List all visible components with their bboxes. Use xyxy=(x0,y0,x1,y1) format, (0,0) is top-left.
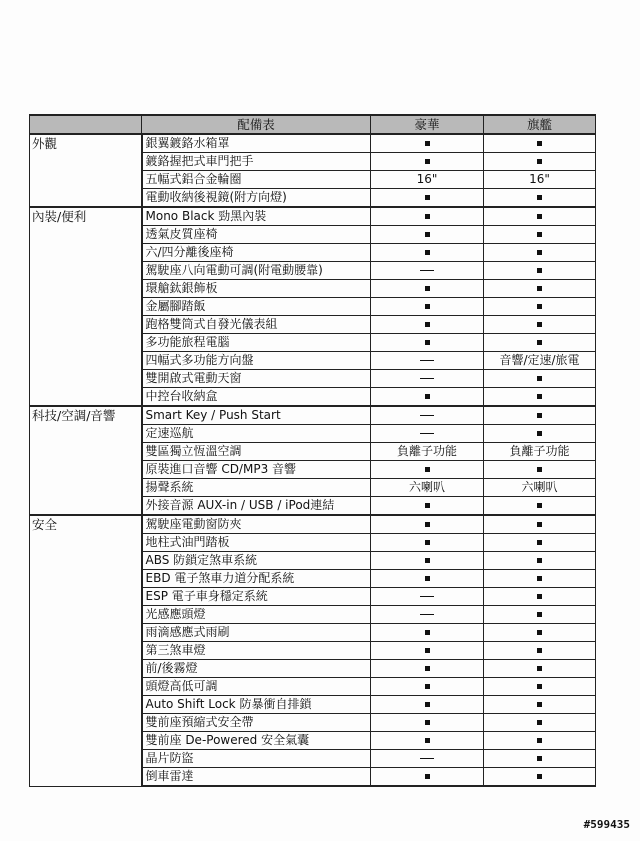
flagship-value-cell xyxy=(484,189,596,208)
flagship-value-cell xyxy=(484,534,596,552)
item-cell: EBD 電子煞車力道分配系統 xyxy=(142,570,371,588)
luxury-value-cell xyxy=(371,370,484,388)
flagship-value-cell xyxy=(484,750,596,768)
item-cell: 駕駛座八向電動可調(附電動腰靠) xyxy=(142,262,371,280)
luxury-value-cell xyxy=(371,768,484,787)
flagship-value-cell xyxy=(484,153,596,171)
category-cell: 內裝/便利 xyxy=(30,207,142,406)
flagship-value-cell xyxy=(484,678,596,696)
luxury-value-cell xyxy=(371,334,484,352)
flagship-value-cell xyxy=(484,406,596,425)
item-cell: 雙開啟式電動天窗 xyxy=(142,370,371,388)
included-mark-icon xyxy=(537,467,542,472)
item-cell: 五幅式鋁合金輪圈 xyxy=(142,171,371,189)
item-cell: 原裝進口音響 CD/MP3 音響 xyxy=(142,461,371,479)
included-mark-icon xyxy=(425,394,430,399)
flagship-value-cell xyxy=(484,732,596,750)
item-cell: 光感應頭燈 xyxy=(142,606,371,624)
included-mark-icon xyxy=(537,304,542,309)
item-cell: 鍍鉻握把式車門把手 xyxy=(142,153,371,171)
item-cell: 第三煞車燈 xyxy=(142,642,371,660)
luxury-value-cell xyxy=(371,298,484,316)
included-mark-icon xyxy=(537,141,542,146)
item-cell: 銀翼鍍鉻水箱罩 xyxy=(142,134,371,153)
item-cell: 地柱式油門踏板 xyxy=(142,534,371,552)
category-cell: 安全 xyxy=(30,515,142,786)
not-available-mark-icon xyxy=(420,614,434,615)
flagship-value-cell xyxy=(484,425,596,443)
flagship-value-cell: 六喇叭 xyxy=(484,479,596,497)
luxury-value-cell xyxy=(371,696,484,714)
item-cell: Auto Shift Lock 防暴衝自排鎖 xyxy=(142,696,371,714)
included-mark-icon xyxy=(537,394,542,399)
included-mark-icon xyxy=(537,558,542,563)
not-available-mark-icon xyxy=(420,758,434,759)
included-mark-icon xyxy=(537,738,542,743)
item-cell: 雨滴感應式雨刷 xyxy=(142,624,371,642)
item-cell: Smart Key / Push Start xyxy=(142,406,371,425)
included-mark-icon xyxy=(425,522,430,527)
luxury-value-cell: 六喇叭 xyxy=(371,479,484,497)
included-mark-icon xyxy=(425,666,430,671)
included-mark-icon xyxy=(537,232,542,237)
flagship-value-cell xyxy=(484,334,596,352)
luxury-value-cell xyxy=(371,497,484,516)
included-mark-icon xyxy=(537,340,542,345)
included-mark-icon xyxy=(537,503,542,508)
not-available-mark-icon xyxy=(420,378,434,379)
included-mark-icon xyxy=(425,738,430,743)
table-header-row xyxy=(30,115,596,134)
luxury-value-cell xyxy=(371,388,484,407)
included-mark-icon xyxy=(537,630,542,635)
luxury-value-cell xyxy=(371,606,484,624)
luxury-value-cell xyxy=(371,552,484,570)
luxury-value-cell xyxy=(371,207,484,226)
included-mark-icon xyxy=(425,195,430,200)
included-mark-icon xyxy=(425,774,430,779)
included-mark-icon xyxy=(537,431,542,436)
not-available-mark-icon xyxy=(420,270,434,271)
included-mark-icon xyxy=(425,340,430,345)
included-mark-icon xyxy=(425,286,430,291)
luxury-value-cell: 16" xyxy=(371,171,484,189)
luxury-value-cell xyxy=(371,280,484,298)
included-mark-icon xyxy=(537,594,542,599)
flagship-value-cell xyxy=(484,660,596,678)
spec-table-body xyxy=(30,134,596,786)
flagship-value-cell xyxy=(484,370,596,388)
not-available-mark-icon xyxy=(420,415,434,416)
item-cell: 前/後霧燈 xyxy=(142,660,371,678)
flagship-value-cell xyxy=(484,244,596,262)
luxury-value-cell xyxy=(371,262,484,280)
category-cell: 外觀 xyxy=(30,134,142,207)
not-available-mark-icon xyxy=(420,596,434,597)
included-mark-icon xyxy=(425,558,430,563)
luxury-value-cell: 負離子功能 xyxy=(371,443,484,461)
included-mark-icon xyxy=(537,774,542,779)
item-cell: 駕駛座電動窗防夾 xyxy=(142,515,371,534)
spec-table xyxy=(29,114,596,787)
flagship-value-cell xyxy=(484,298,596,316)
item-cell: 金屬腳踏飯 xyxy=(142,298,371,316)
flagship-value-cell xyxy=(484,461,596,479)
item-cell: 中控台收納盒 xyxy=(142,388,371,407)
luxury-value-cell xyxy=(371,732,484,750)
luxury-value-cell xyxy=(371,316,484,334)
included-mark-icon xyxy=(537,540,542,545)
luxury-value-cell xyxy=(371,515,484,534)
flagship-value-cell xyxy=(484,642,596,660)
luxury-value-cell xyxy=(371,352,484,370)
luxury-value-cell xyxy=(371,461,484,479)
flagship-value-cell xyxy=(484,226,596,244)
included-mark-icon xyxy=(537,720,542,725)
included-mark-icon xyxy=(425,684,430,689)
table-title: 配備表 xyxy=(142,115,371,134)
included-mark-icon xyxy=(425,503,430,508)
table-row xyxy=(30,515,596,534)
included-mark-icon xyxy=(537,576,542,581)
included-mark-icon xyxy=(537,195,542,200)
flagship-value-cell xyxy=(484,388,596,407)
item-cell: 雙前座預縮式安全帶 xyxy=(142,714,371,732)
luxury-value-cell xyxy=(371,406,484,425)
included-mark-icon xyxy=(425,467,430,472)
flagship-value-cell xyxy=(484,207,596,226)
flagship-value-cell xyxy=(484,696,596,714)
luxury-value-cell xyxy=(371,678,484,696)
luxury-value-cell xyxy=(371,750,484,768)
luxury-value-cell xyxy=(371,244,484,262)
included-mark-icon xyxy=(425,141,430,146)
flagship-value-cell: 負離子功能 xyxy=(484,443,596,461)
item-cell: 電動收納後視鏡(附方向燈) xyxy=(142,189,371,208)
item-cell: 倒車雷達 xyxy=(142,768,371,787)
included-mark-icon xyxy=(537,612,542,617)
flagship-value-cell xyxy=(484,497,596,516)
item-cell: 六/四分離後座椅 xyxy=(142,244,371,262)
table-row xyxy=(30,207,596,226)
included-mark-icon xyxy=(537,666,542,671)
included-mark-icon xyxy=(425,322,430,327)
table-row xyxy=(30,406,596,425)
included-mark-icon xyxy=(425,232,430,237)
flagship-value-cell xyxy=(484,515,596,534)
item-cell: 四幅式多功能方向盤 xyxy=(142,352,371,370)
flagship-value-cell xyxy=(484,262,596,280)
not-available-mark-icon xyxy=(420,360,434,361)
flagship-value-cell xyxy=(484,768,596,787)
flagship-value-cell xyxy=(484,552,596,570)
item-cell: 跑格雙筒式自發光儀表組 xyxy=(142,316,371,334)
included-mark-icon xyxy=(537,702,542,707)
flagship-value-cell xyxy=(484,606,596,624)
item-cell: 透氣皮質座椅 xyxy=(142,226,371,244)
item-cell: 多功能旅程電腦 xyxy=(142,334,371,352)
included-mark-icon xyxy=(425,250,430,255)
item-cell: ABS 防鎖定煞車系統 xyxy=(142,552,371,570)
included-mark-icon xyxy=(537,268,542,273)
luxury-value-cell xyxy=(371,425,484,443)
included-mark-icon xyxy=(425,702,430,707)
luxury-value-cell xyxy=(371,714,484,732)
included-mark-icon xyxy=(425,304,430,309)
luxury-value-cell xyxy=(371,226,484,244)
header-flagship: 旗艦 xyxy=(484,115,596,134)
flagship-value-cell xyxy=(484,624,596,642)
item-cell: 頭燈高低可調 xyxy=(142,678,371,696)
included-mark-icon xyxy=(537,522,542,527)
luxury-value-cell xyxy=(371,624,484,642)
included-mark-icon xyxy=(425,648,430,653)
included-mark-icon xyxy=(425,540,430,545)
included-mark-icon xyxy=(425,720,430,725)
item-cell: 晶片防盜 xyxy=(142,750,371,768)
luxury-value-cell xyxy=(371,642,484,660)
item-cell: 雙區獨立恆溫空調 xyxy=(142,443,371,461)
included-mark-icon xyxy=(537,286,542,291)
item-cell: 外接音源 AUX-in / USB / iPod連結 xyxy=(142,497,371,516)
item-cell: Mono Black 勁黑內裝 xyxy=(142,207,371,226)
flagship-value-cell xyxy=(484,134,596,153)
luxury-value-cell xyxy=(371,660,484,678)
luxury-value-cell xyxy=(371,588,484,606)
header-luxury: 豪華 xyxy=(371,115,484,134)
luxury-value-cell xyxy=(371,534,484,552)
flagship-value-cell: 音響/定速/旅電 xyxy=(484,352,596,370)
included-mark-icon xyxy=(537,322,542,327)
category-cell: 科技/空調/音響 xyxy=(30,406,142,515)
included-mark-icon xyxy=(537,214,542,219)
included-mark-icon xyxy=(425,214,430,219)
included-mark-icon xyxy=(425,576,430,581)
included-mark-icon xyxy=(425,630,430,635)
included-mark-icon xyxy=(537,250,542,255)
included-mark-icon xyxy=(537,684,542,689)
item-cell: 雙前座 De-Powered 安全氣囊 xyxy=(142,732,371,750)
flagship-value-cell xyxy=(484,316,596,334)
document-stamp: #599435 xyxy=(583,818,630,831)
flagship-value-cell xyxy=(484,714,596,732)
header-category-cell xyxy=(30,115,142,134)
flagship-value-cell xyxy=(484,570,596,588)
luxury-value-cell xyxy=(371,153,484,171)
flagship-value-cell xyxy=(484,280,596,298)
included-mark-icon xyxy=(537,756,542,761)
luxury-value-cell xyxy=(371,134,484,153)
included-mark-icon xyxy=(537,376,542,381)
luxury-value-cell xyxy=(371,570,484,588)
included-mark-icon xyxy=(425,159,430,164)
item-cell: 定速巡航 xyxy=(142,425,371,443)
included-mark-icon xyxy=(537,648,542,653)
luxury-value-cell xyxy=(371,189,484,208)
flagship-value-cell: 16" xyxy=(484,171,596,189)
item-cell: 環艙鈦銀飾板 xyxy=(142,280,371,298)
item-cell: ESP 電子車身穩定系統 xyxy=(142,588,371,606)
included-mark-icon xyxy=(537,413,542,418)
item-cell: 揚聲系統 xyxy=(142,479,371,497)
table-row xyxy=(30,134,596,153)
included-mark-icon xyxy=(537,159,542,164)
flagship-value-cell xyxy=(484,588,596,606)
not-available-mark-icon xyxy=(420,433,434,434)
